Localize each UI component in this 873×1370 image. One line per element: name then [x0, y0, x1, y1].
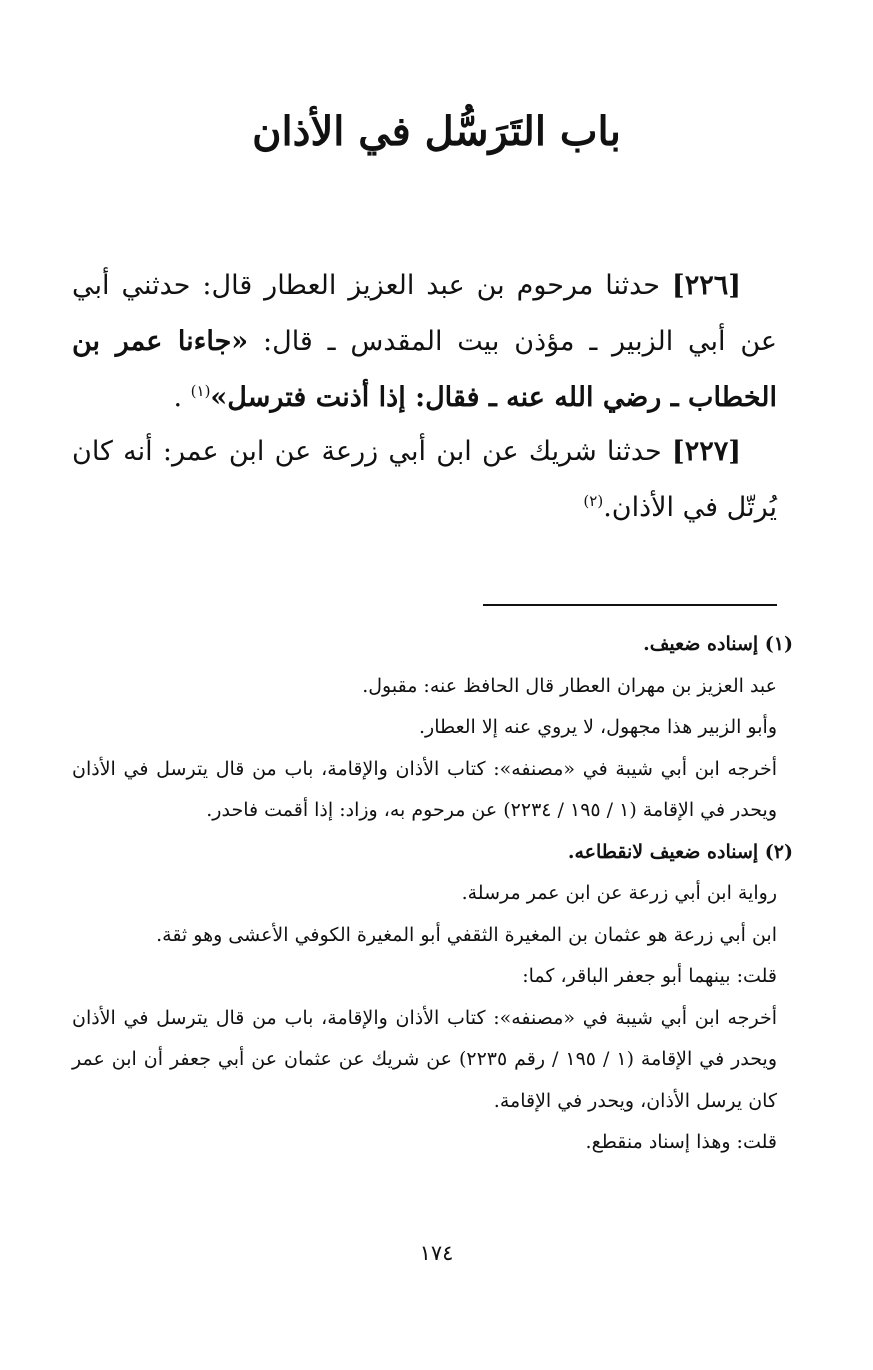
- footnote-heading: (١) إسناده ضعيف.: [643, 633, 793, 655]
- footnote-ref: (٢): [583, 492, 604, 510]
- footnote-line: قلت: بينهما أبو جعفر الباقر، كما:: [522, 965, 777, 987]
- hadith-matn: «جاءنا عمر بن الخطاب ـ رضي الله عنه ـ فقال: إذا أذنت فترسل»: [72, 326, 777, 413]
- hadith-number: [٢٢٧]: [671, 436, 741, 467]
- hadith-227: [72, 424, 777, 536]
- footnote-line: وأبو الزبير هذا مجهول، لا يروي عنه إلا العطار.: [418, 716, 777, 738]
- chapter-title: باب التَرَسُّل في الأذان: [252, 108, 621, 155]
- footnote-heading: (٢) إسناده ضعيف لانقطاعه.: [567, 840, 793, 863]
- footnote-separator: [483, 604, 777, 606]
- footnote-line: أخرجه ابن أبي شيبة في «مصنفه»: كتاب الأذان والإقامة، باب من قال يترسل في الأذان ويحدر في الإقامة (١ / ١٩٥ / رقم ٢٢٣٥) عن شريك عن عثمان عن أبي جعفر أن ابن عمر كان يرسل الأذان، ويحدر في الإقامة.: [72, 1006, 777, 1112]
- footnote-line: رواية ابن أبي زرعة عن ابن عمر مرسلة.: [461, 882, 777, 904]
- hadith-number: [٢٢٦]: [671, 270, 741, 301]
- hadith-end: .: [173, 382, 191, 413]
- footnote-line: أخرجه ابن أبي شيبة في «مصنفه»: كتاب الأذان والإقامة، باب من قال يترسل في الأذان ويحدر في الإقامة (١ / ١٩٥ / ٢٢٣٤) عن مرحوم به، وزاد: إذا أقمت فاحدر.: [72, 757, 777, 821]
- hadith-isnad: حدثنا مرحوم بن عبد العزيز العطار قال: حدثني أبي عن أبي الزبير ـ مؤذن بيت المقدس ـ قال:: [72, 270, 778, 357]
- hadith-226: [72, 258, 777, 426]
- footnote-line: عبد العزيز بن مهران العطار قال الحافظ عنه: مقبول.: [362, 674, 777, 697]
- footnote-line: قلت: وهذا إسناد منقطع.: [585, 1131, 777, 1153]
- footnote-ref: (١): [190, 382, 211, 400]
- footnote-line: ابن أبي زرعة هو عثمان بن المغيرة الثقفي أبو المغيرة الكوفي الأعشى وهو ثقة.: [156, 923, 777, 946]
- footnotes: [72, 624, 793, 1164]
- page-number: ١٧٤: [419, 1241, 454, 1265]
- hadith-text: حدثنا شريك عن ابن أبي زرعة عن ابن عمر: أنه كان يُرتّل في الأذان.: [72, 436, 777, 523]
